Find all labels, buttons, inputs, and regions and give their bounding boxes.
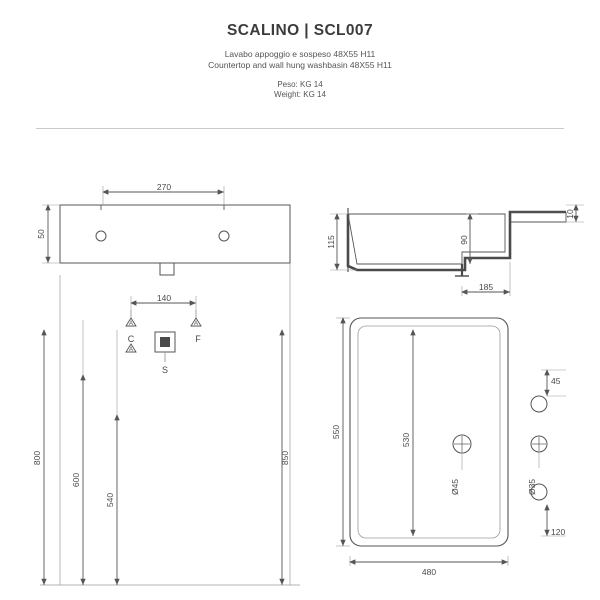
- dim-height-600: 600: [71, 472, 81, 488]
- dim-top-width: 270: [156, 182, 172, 192]
- page-title: SCALINO | SCL007: [227, 22, 373, 39]
- subtitle-english: Countertop and wall hung washbasin 48X55 H11: [208, 60, 392, 70]
- dim-height-90: 90: [459, 235, 469, 245]
- weight-italian: Peso: KG 14: [277, 80, 323, 89]
- dim-height-800: 800: [32, 450, 42, 466]
- dim-offset-45: 45: [551, 376, 561, 386]
- marker-a-2: A: [193, 321, 199, 327]
- front-elevation-view: [40, 186, 300, 585]
- dim-height-530: 530: [401, 432, 411, 448]
- marker-c: C: [127, 334, 135, 344]
- dim-height-850: 850: [280, 450, 290, 466]
- dim-left-height: 50: [36, 229, 46, 239]
- marker-s: S: [161, 365, 169, 375]
- marker-a-1: A: [128, 321, 134, 327]
- dim-height-115: 115: [326, 235, 336, 249]
- marker-f: F: [195, 334, 201, 344]
- dim-offset-120: 120: [551, 527, 566, 537]
- dim-height-10: 10: [565, 209, 575, 219]
- dim-height-540: 540: [105, 492, 115, 508]
- dim-height-550: 550: [331, 424, 341, 440]
- top-plan-view: [336, 318, 566, 566]
- marker-a-3: A: [128, 347, 134, 353]
- dim-bracket-width: 140: [156, 293, 172, 303]
- dim-width-480: 480: [421, 567, 437, 577]
- weight-english: Weight: KG 14: [274, 90, 326, 99]
- dim-depth-185: 185: [478, 282, 494, 292]
- subtitle-italian: Lavabo appoggio e sospeso 48X55 H11: [224, 49, 376, 59]
- side-section-view: [330, 205, 584, 296]
- hole-diameter-main: Ø45: [450, 478, 460, 496]
- hole-diameter-secondary: Ø35: [527, 478, 537, 496]
